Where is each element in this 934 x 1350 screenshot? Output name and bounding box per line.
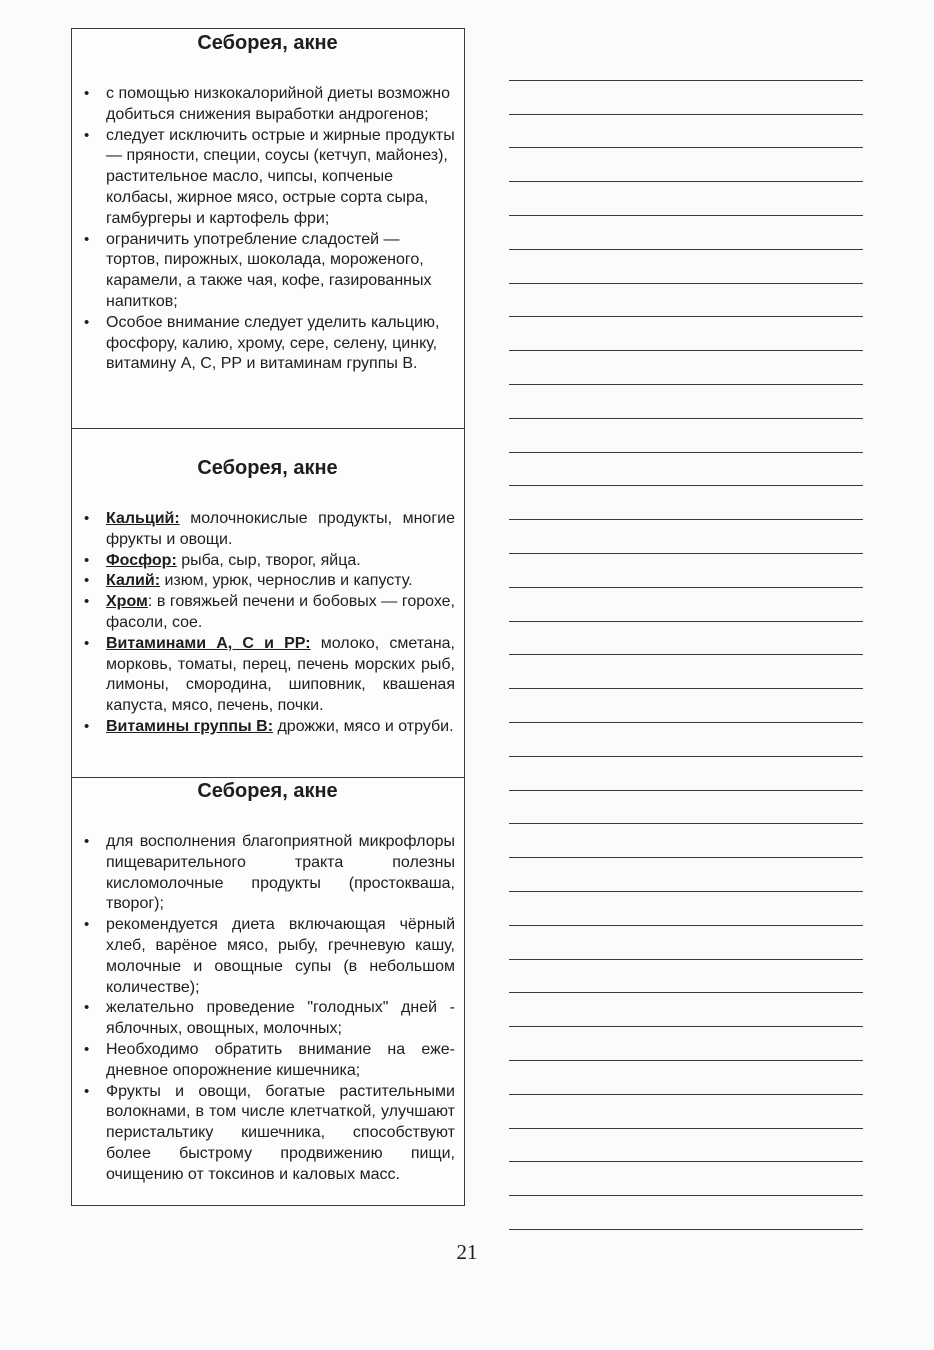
bullet-list: [80, 832, 455, 1186]
note-line: [509, 858, 863, 892]
nutrient-sources: : в говяжьей печени и бобовых — горохе, фасоли, сое.: [106, 593, 455, 631]
list-item: • желательно проведение "голодных" дней - яблочных, овощных, молочных;: [80, 998, 455, 1040]
list-item: • ограничить употребление сладостей — тортов, пирожных, шоколада, мороженого, карамели, а также чая, кофе, газированных напитков;: [80, 230, 455, 313]
list-item: • следует исключить острые и жирные продукты — пряности, специи, соусы (кетчуп, майонез), растительное масло, чипсы, копченые колбасы, жирное мясо, острые сорта сыра, гамбургеры и картофель фри;: [80, 126, 455, 230]
note-line: [509, 81, 863, 115]
note-line: [509, 926, 863, 960]
list-item: • Необходимо обратить внимание на ежедневное опорожнение кишечника;: [80, 1040, 455, 1082]
note-line: [509, 824, 863, 858]
card-title: Себорея, акне: [197, 32, 338, 54]
note-line: [509, 960, 863, 994]
list-item: [80, 551, 455, 572]
card-title: Себорея, акне: [197, 457, 338, 479]
list-item: • рекомендуется диета включающая чёрный хлеб, варёное мясо, рыбу, гречневую кашу, молочные и овощные супы (в небольшом количестве);: [80, 915, 455, 998]
note-line: [509, 655, 863, 689]
note-line: [509, 317, 863, 351]
list-item: [80, 717, 455, 738]
card-diet-overview: [72, 29, 464, 428]
nutrient-sources: изюм, урюк, чернослив и капусту.: [160, 572, 413, 590]
note-line: [509, 1095, 863, 1129]
note-line: [509, 453, 863, 487]
nutrient-sources: дрожжи, мясо и отруби.: [273, 717, 454, 735]
list-item: [80, 509, 455, 551]
nutrient-label: Кальций:: [106, 510, 180, 527]
note-line: [509, 385, 863, 419]
cards-column: [71, 28, 465, 1206]
note-line: [509, 689, 863, 723]
nutrient-label: Фосфор:: [106, 551, 177, 569]
note-line: [509, 148, 863, 182]
nutrient-sources: рыба, сыр, творог, яйца.: [176, 551, 361, 569]
nutrient-label: Калий:: [106, 572, 161, 590]
note-line: [509, 622, 863, 656]
list-item: • для восполнения благоприятной микрофлоры пищеварительного тракта полезны кисломолочные продукты (простокваша, творог);: [80, 832, 455, 915]
note-line: [509, 47, 863, 81]
nutrient-sources: молочнокислые продукты, многие фрукты и овощи.: [106, 510, 455, 548]
note-line: [509, 554, 863, 588]
note-line: [509, 757, 863, 791]
note-line: [509, 182, 863, 216]
list-item: • Фрукты и овощи, богатые растительными волокнами, в том числе клетчаткой, улучшают перистальтику кишечника, способствуют более быстрому продвижению пищи, очищению от токсинов и каловых масс.: [80, 1082, 455, 1186]
note-line: [509, 993, 863, 1027]
note-line: [509, 1196, 863, 1230]
bullet-list: [80, 509, 455, 738]
note-line: [509, 250, 863, 284]
list-item: • Особое внимание следует уделить кальцию, фосфору, калию, хрому, сере, селену, цинку, витамину А, С, РР и витаминам группы В.: [80, 313, 455, 375]
note-line: [509, 284, 863, 318]
card-nutrient-sources: [72, 428, 464, 777]
note-line: [509, 216, 863, 250]
bullet-list: [80, 84, 455, 375]
note-line: [509, 892, 863, 926]
list-item: [80, 571, 455, 592]
nutrient-label: Витаминами А, С и РР:: [106, 634, 311, 652]
nutrient-sources: молоко, сметана, морковь, томаты, перец, печень морских рыб, лимоны, смородина, шиповник, квашеная капуста, мясо, печень, почки.: [106, 634, 455, 715]
page-number: 21: [456, 1240, 478, 1264]
note-line: [509, 351, 863, 385]
note-line: [509, 1061, 863, 1095]
note-line: [509, 588, 863, 622]
card-digestion-advice: [72, 777, 464, 1205]
list-item: [80, 634, 455, 717]
nutrient-label: Хром: [106, 593, 148, 611]
note-line: [509, 723, 863, 757]
note-line: [509, 419, 863, 453]
note-line: [509, 1129, 863, 1163]
list-item: • с помощью низкокалорийной диеты возможно добиться снижения выработки андрогенов;: [80, 84, 455, 126]
card-title: Себорея, акне: [197, 780, 338, 802]
note-line: [509, 1162, 863, 1196]
note-line: [509, 791, 863, 825]
nutrient-label: Витамины группы В:: [106, 717, 274, 735]
note-line: [509, 115, 863, 149]
note-line: [509, 1027, 863, 1061]
notes-ruled-lines: [509, 47, 863, 1230]
note-line: [509, 520, 863, 554]
note-line: [509, 486, 863, 520]
list-item: [80, 592, 455, 634]
